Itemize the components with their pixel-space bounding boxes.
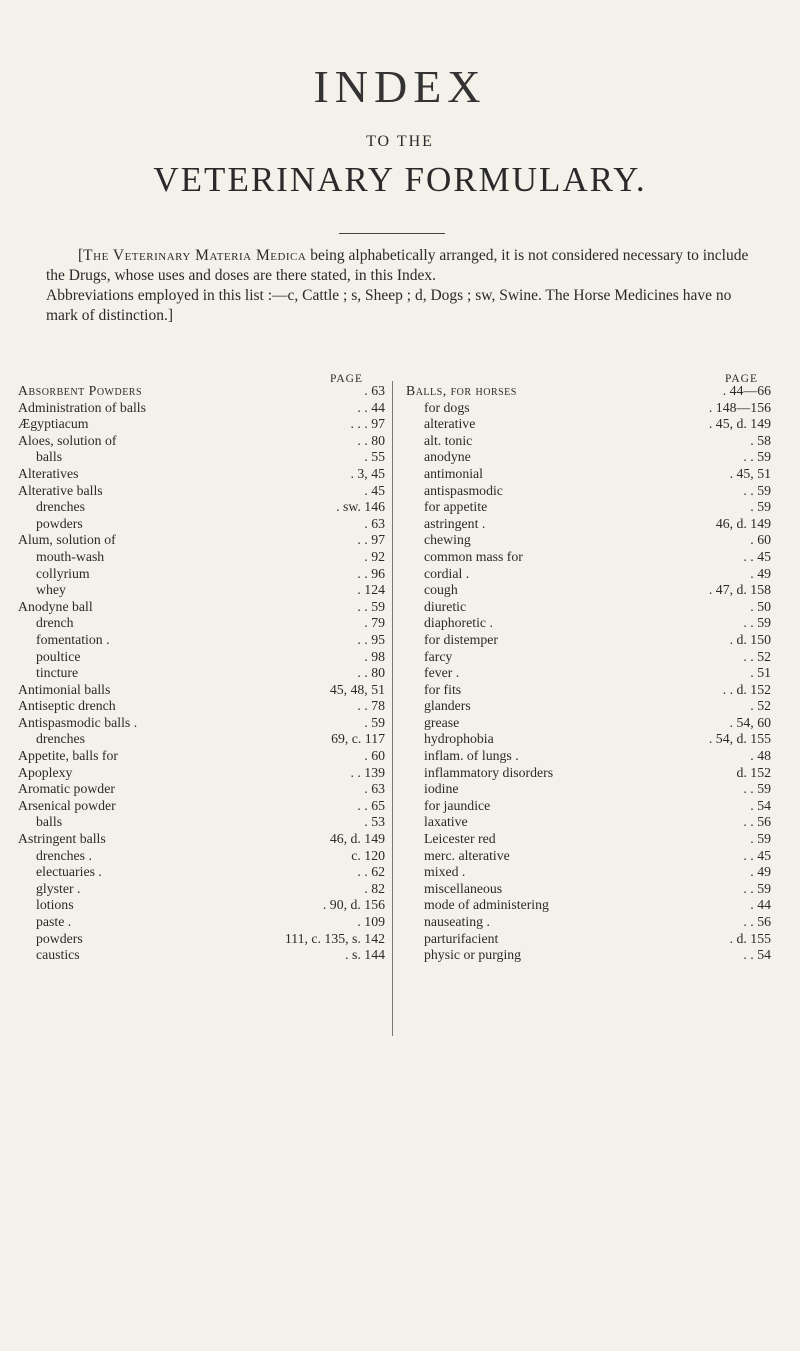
index-page-ref: . 63 (364, 515, 385, 531)
index-entry: for jaundice (424, 797, 491, 813)
index-row (406, 516, 771, 533)
index-entry: inflammatory disorders (424, 764, 554, 780)
index-page-ref: . d. 150 (729, 631, 771, 647)
index-row (18, 599, 385, 616)
index-page-ref: . . 59 (357, 598, 385, 614)
index-row (18, 449, 385, 466)
index-row (406, 897, 771, 914)
index-page-ref: . . 78 (357, 698, 385, 714)
index-row (18, 632, 385, 649)
index-page-ref: . 109 (357, 914, 385, 929)
index-row (18, 748, 385, 765)
index-page-ref: . . 54 (743, 947, 771, 963)
index-entry: fomentation . (36, 631, 110, 647)
index-row (18, 698, 385, 715)
index-page-ref: . . 52 (743, 648, 771, 664)
index-page-ref: . 90, d. 156 (322, 897, 385, 913)
index-row (18, 582, 385, 599)
index-page-ref: d. 152 (736, 764, 771, 780)
index-row (18, 400, 385, 417)
index-page-ref: . 58 (750, 432, 771, 448)
index-entry: poultice (36, 648, 81, 664)
index-entry: Balls, for horses (406, 383, 517, 398)
index-entry: Astringent balls (18, 831, 106, 847)
index-row (406, 947, 771, 964)
index-row (18, 831, 385, 848)
index-page-ref: . 3, 45 (350, 465, 385, 481)
left-index-column (18, 383, 385, 964)
index-page-ref: . . d. 152 (722, 681, 771, 697)
index-page-ref: . . 56 (743, 914, 771, 929)
index-row (406, 881, 771, 898)
index-page-ref: . . 59 (743, 880, 771, 896)
note-materia-medica: The Veterinary Materia Medica (83, 247, 307, 264)
index-row (18, 947, 385, 964)
index-entry: Appetite, balls for (18, 748, 119, 764)
index-page-ref: 111, c. 135, s. 142 (284, 930, 385, 946)
index-page-ref: . . 95 (357, 631, 385, 647)
note-abbreviations: Abbreviations employed in this list :—c, Cattle ; s, Sheep ; d, Dogs ; sw, Swine. The Horse Medicines have no mark of distinction.] (46, 287, 732, 324)
index-entry: mode of administering (424, 897, 549, 913)
index-entry: Arsenical powder (18, 797, 116, 813)
index-entry: alt. tonic (424, 432, 473, 448)
index-row (18, 466, 385, 483)
index-entry: mouth-wash (36, 548, 105, 564)
index-page-ref: . 92 (364, 548, 385, 564)
index-page-ref: . 63 (364, 383, 385, 398)
index-row (406, 798, 771, 815)
index-entry: tincture (36, 665, 79, 681)
index-row (18, 649, 385, 666)
index-row (406, 449, 771, 466)
index-row (18, 798, 385, 815)
index-row (18, 549, 385, 566)
index-entry: drenches . (36, 847, 92, 863)
index-page-ref: . 44—66 (722, 383, 771, 398)
index-entry: collyrium (36, 565, 90, 581)
index-row (18, 765, 385, 782)
index-entry: for distemper (424, 631, 498, 647)
index-page-ref: . . 65 (357, 797, 385, 813)
index-entry: for fits (424, 681, 462, 697)
index-row (406, 599, 771, 616)
index-page-ref: . . 80 (357, 665, 385, 681)
introductory-note (46, 246, 766, 326)
index-entry: Antispasmodic balls . (18, 714, 138, 730)
index-page-ref: . 54 (750, 797, 771, 813)
index-entry: Antimonial balls (18, 681, 111, 697)
index-page-ref: . 98 (364, 648, 385, 664)
left-page-header: PAGE (330, 373, 363, 385)
index-row (406, 582, 771, 599)
index-entry: grease (424, 714, 460, 730)
index-page-ref: . 45, d. 149 (708, 416, 771, 432)
index-page-ref: . 60 (750, 532, 771, 548)
index-row (406, 632, 771, 649)
index-entry: inflam. of lungs . (424, 748, 519, 764)
index-page-ref: 46, d. 149 (715, 515, 771, 531)
index-page-ref: . d. 155 (729, 930, 771, 946)
index-entry: astringent . (424, 515, 486, 531)
index-entry: Absorbent Powders (18, 383, 143, 398)
index-row (18, 897, 385, 914)
index-page-ref: . 60 (364, 748, 385, 764)
index-row (406, 698, 771, 715)
index-entry: for dogs (424, 399, 470, 415)
index-page-ref: . 45, 51 (729, 465, 771, 481)
index-row (406, 499, 771, 516)
index-entry: alterative (424, 416, 476, 432)
index-page-ref: . 49 (750, 864, 771, 880)
right-page-header: PAGE (725, 373, 758, 385)
index-page-ref: . 52 (750, 698, 771, 714)
index-entry: physic or purging (424, 947, 522, 963)
index-row (406, 731, 771, 748)
index-entry: balls (36, 449, 63, 465)
index-entry: Aloes, solution of (18, 432, 117, 448)
index-entry: mixed . (424, 864, 466, 880)
index-page-ref: . . . 97 (350, 416, 385, 432)
index-page-ref: . . 62 (357, 864, 385, 880)
index-page-ref: . . 59 (743, 449, 771, 465)
index-row (406, 566, 771, 583)
index-entry: hydrophobia (424, 731, 494, 747)
index-entry: drench (36, 615, 74, 631)
index-row (18, 383, 385, 400)
index-row (406, 549, 771, 566)
index-row (18, 931, 385, 948)
index-entry: powders (36, 930, 83, 946)
index-row (18, 848, 385, 865)
index-row (406, 864, 771, 881)
index-row (18, 781, 385, 798)
index-row (18, 731, 385, 748)
index-page-ref: . sw. 146 (336, 499, 385, 515)
index-row (406, 914, 771, 931)
note-bracket: [ (78, 247, 84, 264)
index-entry: antimonial (424, 465, 484, 481)
index-page-ref: . . 80 (357, 432, 385, 448)
index-page-ref: . 59 (750, 499, 771, 515)
index-row (406, 931, 771, 948)
index-entry: nauseating . (424, 914, 490, 929)
index-page-ref: . 59 (364, 714, 385, 730)
index-row (18, 483, 385, 500)
index-row (406, 483, 771, 500)
index-row (18, 715, 385, 732)
index-entry: laxative (424, 814, 468, 830)
index-entry: balls (36, 814, 63, 830)
index-page-ref: . 63 (364, 781, 385, 797)
index-entry: lotions (36, 897, 74, 913)
index-page-ref: . 82 (364, 880, 385, 896)
index-entry: caustics (36, 947, 80, 963)
index-entry: Alum, solution of (18, 532, 116, 548)
index-row (406, 383, 771, 400)
index-entry: chewing (424, 532, 471, 548)
index-entry: Ægyptiacum (18, 416, 89, 432)
index-entry: miscellaneous (424, 880, 503, 896)
index-row (406, 615, 771, 632)
index-page-ref: . 44 (750, 897, 771, 913)
index-row (406, 765, 771, 782)
index-row (18, 433, 385, 450)
title-rule (339, 233, 445, 234)
index-page-ref: . 54, d. 155 (708, 731, 771, 747)
index-page-ref: . 45 (364, 482, 385, 498)
index-row (406, 532, 771, 549)
index-entry: diuretic (424, 598, 467, 614)
index-page-ref: . . 96 (357, 565, 385, 581)
column-divider (392, 381, 393, 1036)
index-page-ref: . 124 (357, 582, 385, 598)
page-title: INDEX (313, 61, 487, 112)
index-row (406, 781, 771, 798)
index-entry: common mass for (424, 548, 523, 564)
right-index-column (406, 383, 771, 964)
index-entry: paste . (36, 914, 72, 929)
index-entry: glyster . (36, 880, 81, 896)
index-page-ref: . s. 144 (345, 947, 385, 963)
index-entry: Aromatic powder (18, 781, 115, 797)
index-page-ref: 46, d. 149 (329, 831, 385, 847)
index-entry: electuaries . (36, 864, 102, 880)
index-entry: Alterative balls (18, 482, 103, 498)
index-page-ref: . . 59 (743, 615, 771, 631)
index-row (406, 433, 771, 450)
index-entry: whey (36, 582, 66, 598)
index-page-ref: c. 120 (351, 847, 385, 863)
index-row (18, 516, 385, 533)
index-entry: Leicester red (424, 831, 496, 847)
index-page-ref: . . 44 (357, 399, 385, 415)
index-entry: parturifacient (424, 930, 499, 946)
index-page-ref: . . 45 (743, 548, 771, 564)
index-row (18, 615, 385, 632)
index-page-ref: . 47, d. 158 (708, 582, 771, 598)
index-entry: drenches (36, 731, 86, 747)
index-row (18, 914, 385, 931)
index-entry: farcy (424, 648, 453, 664)
index-page-ref: . 54, 60 (729, 714, 771, 730)
title-connector: TO THE (366, 133, 434, 150)
index-entry: Anodyne ball (18, 598, 93, 614)
index-row (406, 831, 771, 848)
index-row (406, 848, 771, 865)
index-row (18, 499, 385, 516)
index-page-ref: 45, 48, 51 (329, 681, 385, 697)
index-entry: merc. alterative (424, 847, 510, 863)
index-row (18, 682, 385, 699)
index-entry: glanders (424, 698, 471, 714)
index-page-ref: . . 56 (743, 814, 771, 830)
index-row (406, 649, 771, 666)
index-row (18, 665, 385, 682)
index-page-ref: . . 139 (350, 764, 385, 780)
index-row (18, 566, 385, 583)
index-row (406, 682, 771, 699)
index-page-ref: . . 97 (357, 532, 385, 548)
index-entry: Alteratives (18, 465, 79, 481)
index-entry: for appetite (424, 499, 488, 515)
index-entry: drenches (36, 499, 86, 515)
index-page-ref: . 148—156 (708, 399, 771, 415)
index-row (406, 400, 771, 417)
index-page-ref: . 48 (750, 748, 771, 764)
index-page-ref: . 59 (750, 831, 771, 847)
index-entry: Antiseptic drench (18, 698, 116, 714)
note-line1: being alphabetically arranged, it is not considered necessary to include the Drugs, whose uses and doses are there stated, in this Index. (46, 247, 749, 284)
index-page-ref: 69, c. 117 (331, 731, 385, 747)
index-entry: antispasmodic (424, 482, 503, 498)
index-row (18, 416, 385, 433)
index-entry: Administration of balls (18, 399, 146, 415)
index-row (406, 748, 771, 765)
index-row (406, 814, 771, 831)
index-row (18, 532, 385, 549)
index-page-ref: . 49 (750, 565, 771, 581)
index-entry: Apoplexy (18, 764, 73, 780)
index-row (406, 715, 771, 732)
index-row (406, 466, 771, 483)
index-entry: anodyne (424, 449, 471, 465)
index-page-ref: . . 45 (743, 847, 771, 863)
page-subtitle: VETERINARY FORMULARY. (153, 160, 647, 199)
index-page-ref: . . 59 (743, 781, 771, 797)
index-page-ref: . 51 (750, 665, 771, 681)
index-page-ref: . 50 (750, 598, 771, 614)
index-row (406, 665, 771, 682)
index-entry: cordial . (424, 565, 470, 581)
index-row (18, 814, 385, 831)
index-row (18, 881, 385, 898)
index-entry: iodine (424, 781, 459, 797)
index-entry: cough (424, 582, 458, 598)
index-page-ref: . . 59 (743, 482, 771, 498)
index-page-ref: . 53 (364, 814, 385, 830)
index-page-ref: . 55 (364, 449, 385, 465)
index-row (406, 416, 771, 433)
index-entry: powders (36, 515, 83, 531)
index-entry: fever . (424, 665, 460, 681)
index-entry: diaphoretic . (424, 615, 493, 631)
index-row (18, 864, 385, 881)
index-page-ref: . 79 (364, 615, 385, 631)
